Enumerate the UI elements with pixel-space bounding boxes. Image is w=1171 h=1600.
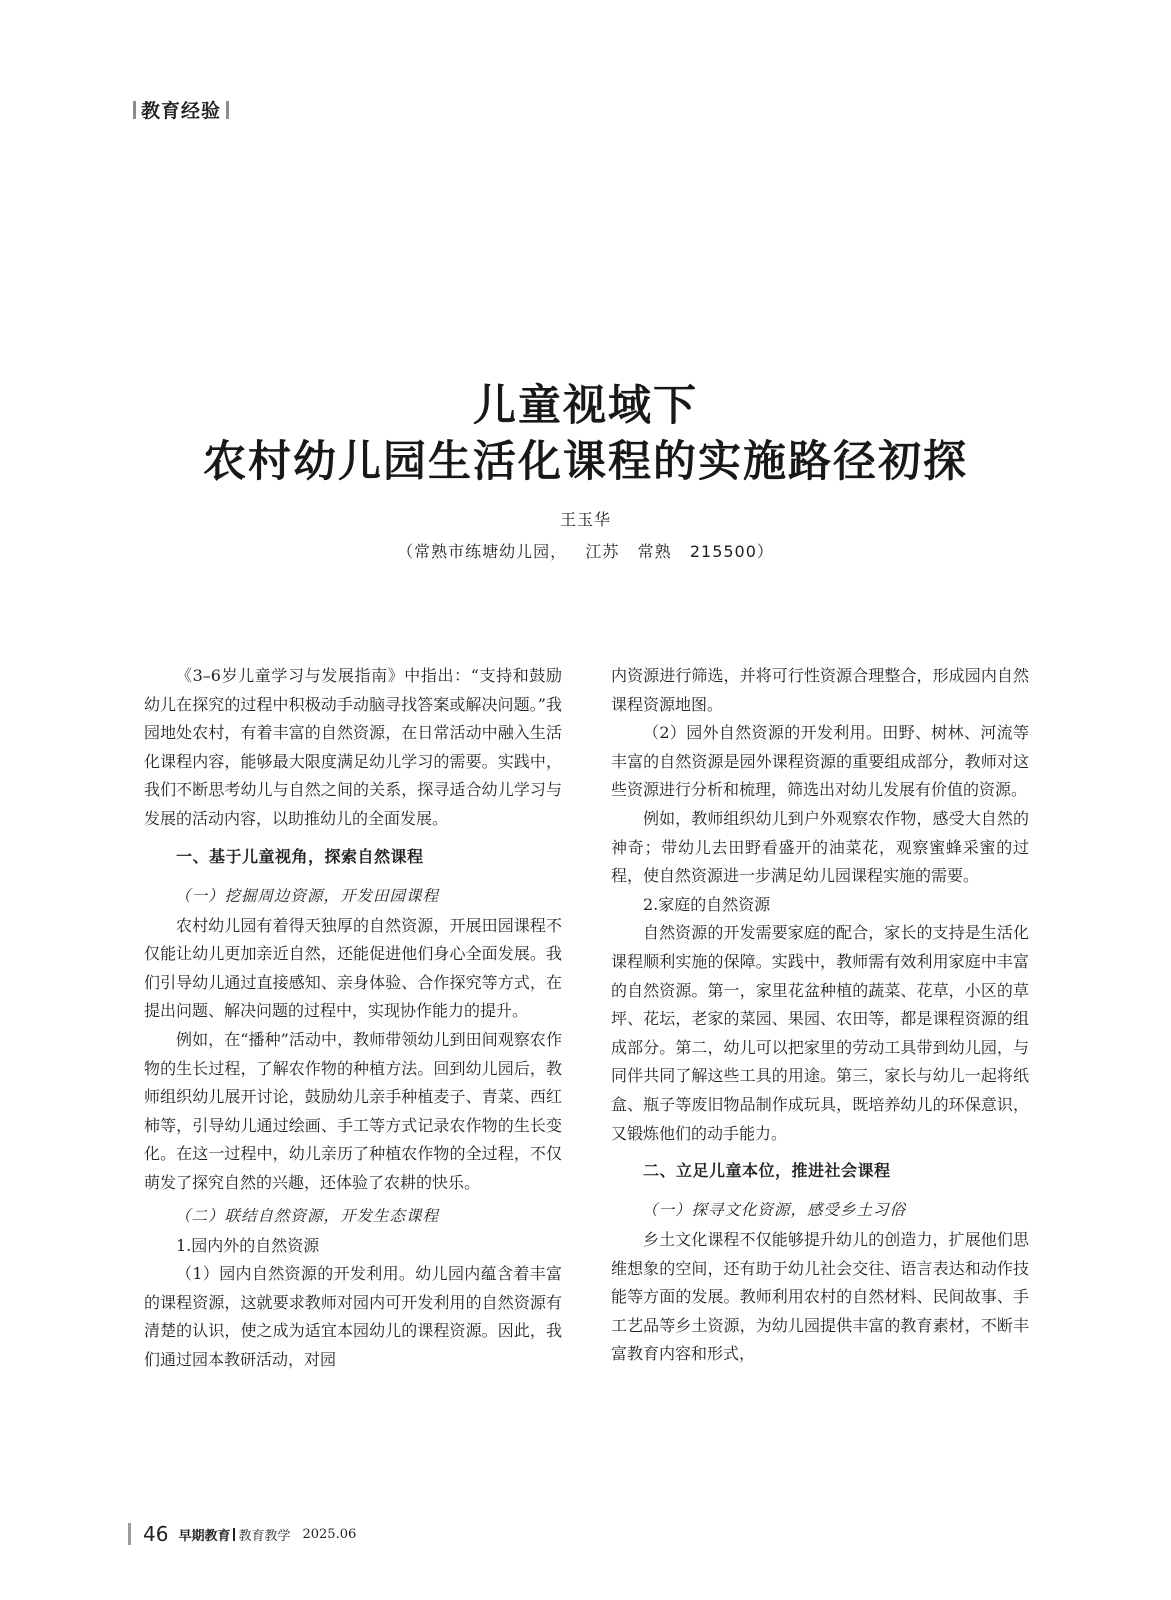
paragraph: （2）园外自然资源的开发利用。田野、树林、河流等丰富的自然资源是园外课程资源的重要组成部分，教师对这些资源进行分析和梳理，筛选出对幼儿发展有价值的资源。 bbox=[611, 723, 1029, 800]
paragraph: 农村幼儿园有着得天独厚的自然资源，开展田园课程不仅能让幼儿更加亲近自然，还能促进他们身心全面发展。我们引导幼儿通过直接感知、亲身体验、合作探究等方式，在提出问题、解决问题的过程中，实现协作能力的提升。 bbox=[144, 915, 562, 1021]
column-tag bbox=[128, 96, 234, 123]
intro-paragraph: 《3–6岁儿童学习与发展指南》中指出：“支持和鼓励幼儿在探究的过程中积极动手动脑寻找答案或解决问题。”我园地处农村，有着丰富的自然资源，在日常活动中融入生活化课程内容，能够最大限度满足幼儿学习的需要。实践中，我们不断思考幼儿与自然之间的关系，探寻适合幼儿学习与发展的活动内容，以助推幼儿的全面发展。 bbox=[144, 666, 562, 828]
column-name: 教育经验 bbox=[141, 100, 222, 122]
footer-bar bbox=[128, 1523, 131, 1545]
author-name: 王玉华 bbox=[559, 510, 611, 529]
article-title-line-2: 农村幼儿园生活化课程的实施路径初探 bbox=[203, 437, 968, 487]
footer-separator bbox=[233, 1528, 235, 1541]
paragraph: 2.家庭的自然资源 bbox=[643, 894, 771, 914]
paragraph: （1）园内自然资源的开发利用。幼儿园内蕴含着丰富的课程资源，这就要求教师对园内可开发利用的自然资源有清楚的认识，使之成为适宜本园幼儿的课程资源。因此，我们通过园本教研活动，对园 bbox=[144, 1264, 562, 1369]
issue-date: 2025.06 bbox=[302, 1526, 357, 1542]
journal-section: 教育教学 bbox=[238, 1528, 291, 1544]
paragraph: 例如，在“播种”活动中，教师带领幼儿到田间观察农作物的生长过程，了解农作物的种植方法。回到幼儿园后，教师组织幼儿展开讨论，鼓励幼儿亲手种植麦子、青菜、西红柿等，引导幼儿通过绘画、手工等方式记录农作物的生长变化。在这一过程中，幼儿亲历了种植农作物的全过程，不仅萌发了探究自然的兴趣，还体验了农耕的快乐。 bbox=[144, 1029, 562, 1192]
page-footer bbox=[128, 1522, 356, 1546]
paragraph-continued: 内资源进行筛选，并将可行性资源合理整合，形成园内自然课程资源地图。 bbox=[611, 666, 1029, 714]
subsection-heading-1-1: （一）挖掘周边资源，开发田园课程 bbox=[175, 886, 440, 905]
paragraph: 例如，教师组织幼儿到户外观察农作物，感受大自然的神奇；带幼儿去田野看盛开的油菜花，观察蜜蜂采蜜的过程，使自然资源进一步满足幼儿园课程实施的需要。 bbox=[611, 808, 1029, 886]
section-heading-1: 一、基于儿童视角，探索自然课程 bbox=[176, 846, 424, 866]
paragraph: 自然资源的开发需要家庭的配合，家长的支持是生活化课程顺利实施的保障。实践中，教师需有效利用家庭中丰富的自然资源。第一，家里花盆种植的蔬菜、花草，小区的草坪、花坛，老家的菜园、果园、农田等，都是课程资源的组成部分。第二，幼儿可以把家里的劳动工具带到幼儿园，与同伴共同了解这些工具的用途。第三，家长与幼儿一起将纸盒、瓶子等废旧物品制作成玩具，既培养幼儿的环保意识，又锻炼他们的动手能力。 bbox=[611, 923, 1029, 1143]
author-affiliation: （常熟市练塘幼儿园， 江苏 常熟 215500） bbox=[397, 542, 774, 561]
journal-name: 早期教育 bbox=[178, 1528, 231, 1544]
subsection-heading-2-1: （一）探寻文化资源，感受乡土习俗 bbox=[642, 1201, 907, 1220]
left-column bbox=[144, 662, 562, 1374]
column-tag-left-bar bbox=[133, 101, 136, 119]
page-number: 46 bbox=[143, 1522, 169, 1546]
section-heading-2: 二、立足儿童本位，推进社会课程 bbox=[643, 1161, 891, 1181]
paragraph: 1.园内外的自然资源 bbox=[176, 1235, 320, 1255]
column-tag-right-bar bbox=[226, 101, 229, 119]
paragraph: 乡土文化课程不仅能够提升幼儿的创造力，扩展他们思维想象的空间，还有助于幼儿社会交往、语言表达和动作技能等方面的发展。教师利用农村的自然材料、民间故事、手工艺品等乡土资源，为幼儿园提供丰富的教育素材，不断丰富教育内容和形式， bbox=[611, 1230, 1029, 1364]
article-title-line-1: 儿童视域下 bbox=[473, 381, 698, 431]
subsection-heading-1-2: （二）联结自然资源，开发生态课程 bbox=[175, 1206, 440, 1225]
right-column bbox=[611, 662, 1029, 1369]
